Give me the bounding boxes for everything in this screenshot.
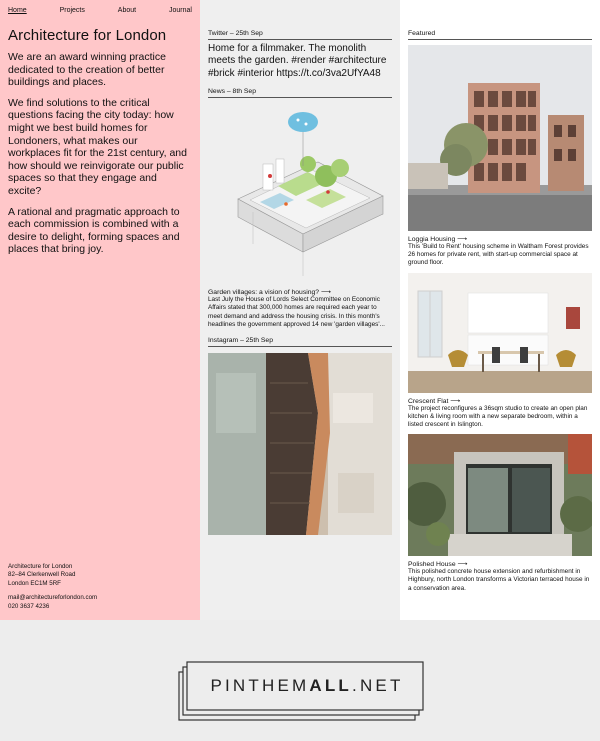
featured-project-link[interactable]: Crescent Flat ⟶	[408, 397, 461, 405]
crescent-flat-image[interactable]	[408, 273, 592, 393]
middle-column	[200, 0, 400, 620]
intro-paragraph: We find solutions to the critical questions facing the city today: how might we best build homes for Londoners, what makes our workplaces fit for the 21st century, and how should we reinvigorate our public spaces so that they engage and excite?	[8, 96, 187, 197]
featured-project-link[interactable]: Polished House ⟶	[408, 561, 468, 569]
intro-text	[8, 51, 192, 256]
featured-project-description: This polished concrete house extension and refurbishment in Highbury, north London transforms a Victorian terraced house in a conservation area.	[408, 568, 590, 592]
promo-text-part: PINTHEM	[210, 676, 310, 695]
promo-text	[187, 662, 427, 710]
news-isometric-illustration[interactable]	[208, 104, 392, 284]
left-column	[0, 0, 200, 620]
promo-text-bold: ALL	[309, 676, 353, 695]
footer-name: Architecture for London	[8, 562, 73, 570]
featured-heading: Featured	[408, 0, 592, 40]
twitter-heading: Twitter – 25th Sep	[208, 0, 392, 40]
tweet-text[interactable]: Home for a filmmaker. The monolith meets the garden. #render #architecture #brick #interior https://t.co/3va2UfYA48	[208, 43, 387, 79]
intro-paragraph: A rational and pragmatic approach to each commission is combined with a desire to delight, forming spaces and places that bring joy.	[8, 205, 180, 256]
pinthemall-logo[interactable]	[178, 658, 428, 722]
nav-projects[interactable]: Projects	[59, 7, 85, 14]
footer-email-link[interactable]: mail@architectureforlondon.com	[8, 594, 98, 602]
news-article-link[interactable]: Garden villages: a vision of housing? ⟶	[208, 289, 331, 297]
contact-footer	[8, 563, 97, 611]
instagram-wall-photo[interactable]	[208, 353, 392, 535]
news-excerpt: Last July the House of Lords Select Committee on Economic Affairs stated that 300,000 homes are required each year to meet demand and address the housing crisis. In this month's headlines the government approved 14 new 'garden villages'...	[208, 296, 385, 328]
loggia-housing-image[interactable]	[408, 45, 592, 231]
instagram-heading: Instagram – 25th Sep	[208, 329, 392, 347]
footer-address-line: London EC1M 5RF	[8, 579, 61, 587]
featured-project-link[interactable]: Loggia Housing ⟶	[408, 236, 467, 243]
right-column	[400, 0, 600, 620]
footer-address-line: 82–84 Clerkenwell Road	[8, 571, 76, 579]
footer-phone: 020 3637 4236	[8, 602, 50, 610]
nav-journal[interactable]: Journal	[169, 7, 192, 14]
promo-banner	[0, 620, 600, 741]
news-heading: News – 8th Sep	[208, 80, 392, 98]
promo-text-part: .NET	[352, 676, 404, 695]
polished-house-image[interactable]	[408, 434, 592, 556]
nav-about[interactable]: About	[117, 7, 137, 14]
featured-project-description: The project reconfigures a 36sqm studio to create an open plan kitchen & living room with a new separate bedroom, within a listed crescent in Islington.	[408, 404, 588, 429]
nav-home[interactable]: Home	[8, 7, 27, 14]
site-title[interactable]: Architecture for London	[8, 27, 167, 44]
intro-paragraph: We are an award winning practice dedicated to the creation of better buildings and places.	[8, 51, 166, 89]
featured-project-description: This 'Build to Rent' housing scheme in Waltham Forest provides 26 homes for private rent, with start-up commercial space at ground floor.	[408, 243, 589, 267]
main-nav	[8, 0, 192, 14]
